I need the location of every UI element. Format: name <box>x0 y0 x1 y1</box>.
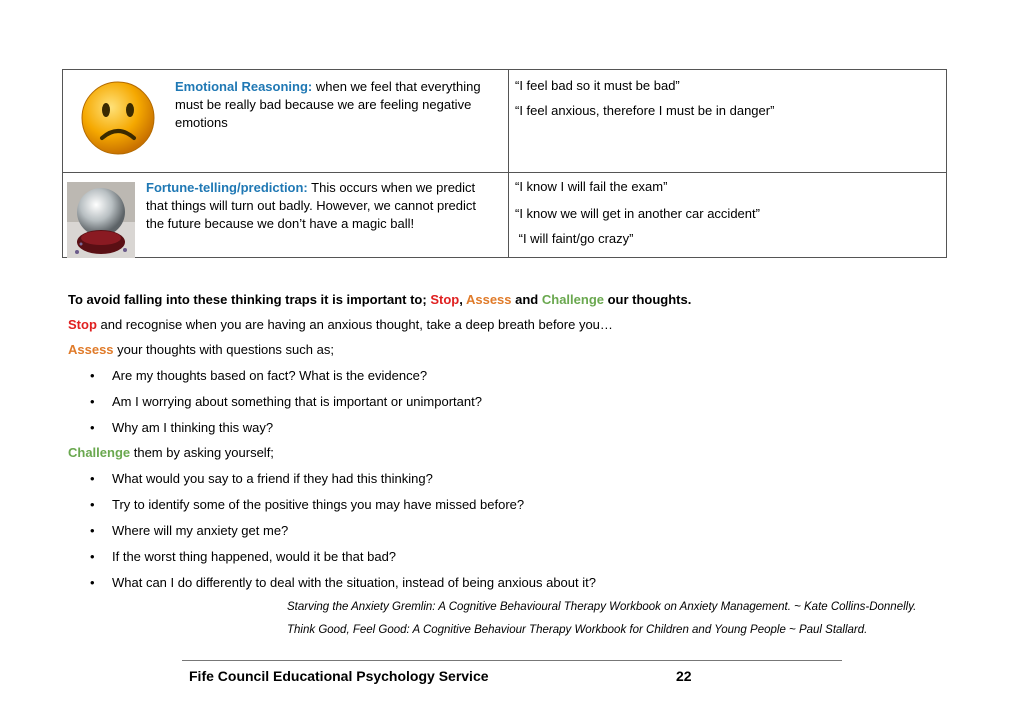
bullet: • <box>90 368 95 383</box>
stop-line <box>68 316 613 334</box>
list-item-text: Am I worrying about something that is important or unimportant? <box>112 394 482 409</box>
list-item-text: What can I do differently to deal with the situation, instead of being anxious about it? <box>112 575 596 590</box>
bullet: • <box>90 394 95 409</box>
intro-suffix: our thoughts. <box>603 292 692 307</box>
quote: “I will faint/go crazy” <box>515 231 634 246</box>
quote: “I know we will get in another car accident” <box>515 206 760 221</box>
crystal-ball-icon <box>67 182 135 258</box>
fortune-telling-description <box>146 179 496 233</box>
assess-word: Assess <box>68 342 114 357</box>
intro-prefix: To avoid falling into these thinking traps it is important to; <box>68 292 431 307</box>
footer-divider <box>182 660 842 661</box>
assess-text: your thoughts with questions such as; <box>113 342 334 357</box>
challenge-word: Challenge <box>541 292 604 307</box>
list-item-text: Try to identify some of the positive things you may have missed before? <box>112 497 525 512</box>
fortune-telling-text: This occurs when we predict that things will turn out badly. However, we cannot predict the future because we don’t have a magic ball! <box>146 180 476 231</box>
fortune-telling-term: Fortune-telling/prediction: <box>146 180 308 195</box>
stop-text: and recognise when you are having an anxious thought, take a deep breath before you… <box>96 317 613 332</box>
thinking-traps-table <box>62 69 947 258</box>
list-item-text: What would you say to a friend if they had this thinking? <box>112 471 433 486</box>
stop-word: Stop <box>430 292 460 307</box>
challenge-text: them by asking yourself; <box>130 445 274 460</box>
sad-face-icon <box>80 80 156 156</box>
challenge-word: Challenge <box>68 445 131 460</box>
emotional-reasoning-description <box>175 78 495 132</box>
challenge-line <box>68 444 274 462</box>
bullet: • <box>90 523 95 538</box>
bullet: • <box>90 471 95 486</box>
emotional-reasoning-text: when we feel that everything must be really bad because we are feeling negative emotions <box>175 79 481 130</box>
intro-line <box>68 291 691 309</box>
list-item-text: Are my thoughts based on fact? What is the evidence? <box>112 368 428 383</box>
intro-and: and <box>511 292 542 307</box>
bullet: • <box>90 549 95 564</box>
emotional-reasoning-term: Emotional Reasoning: <box>175 79 313 94</box>
bullet: • <box>90 420 95 435</box>
page-number: 22 <box>676 668 692 684</box>
quote: “I know I will fail the exam” <box>515 179 668 194</box>
assess-word: Assess <box>465 292 512 307</box>
bullet: • <box>90 497 95 512</box>
table-row-emotional-reasoning <box>63 70 946 173</box>
assess-line <box>68 341 334 359</box>
bullet: • <box>90 575 95 590</box>
reference: Starving the Anxiety Gremlin: A Cognitive Behavioural Therapy Workbook on Anxiety Management. ~ Kate Collins-Donnelly. <box>287 601 917 613</box>
intro-comma: , <box>459 292 466 307</box>
quote: “I feel anxious, therefore I must be in danger” <box>515 103 775 118</box>
list-item-text: Why am I thinking this way? <box>112 420 274 435</box>
table-row-fortune-telling <box>63 172 946 258</box>
reference: Think Good, Feel Good: A Cognitive Behaviour Therapy Workbook for Children and Young People ~ Paul Stallard. <box>287 624 868 636</box>
stop-word: Stop <box>68 317 97 332</box>
list-item-text: If the worst thing happened, would it be that bad? <box>112 549 397 564</box>
footer-title: Fife Council Educational Psychology Service <box>189 668 489 684</box>
quote: “I feel bad so it must be bad” <box>515 78 680 93</box>
list-item-text: Where will my anxiety get me? <box>112 523 289 538</box>
